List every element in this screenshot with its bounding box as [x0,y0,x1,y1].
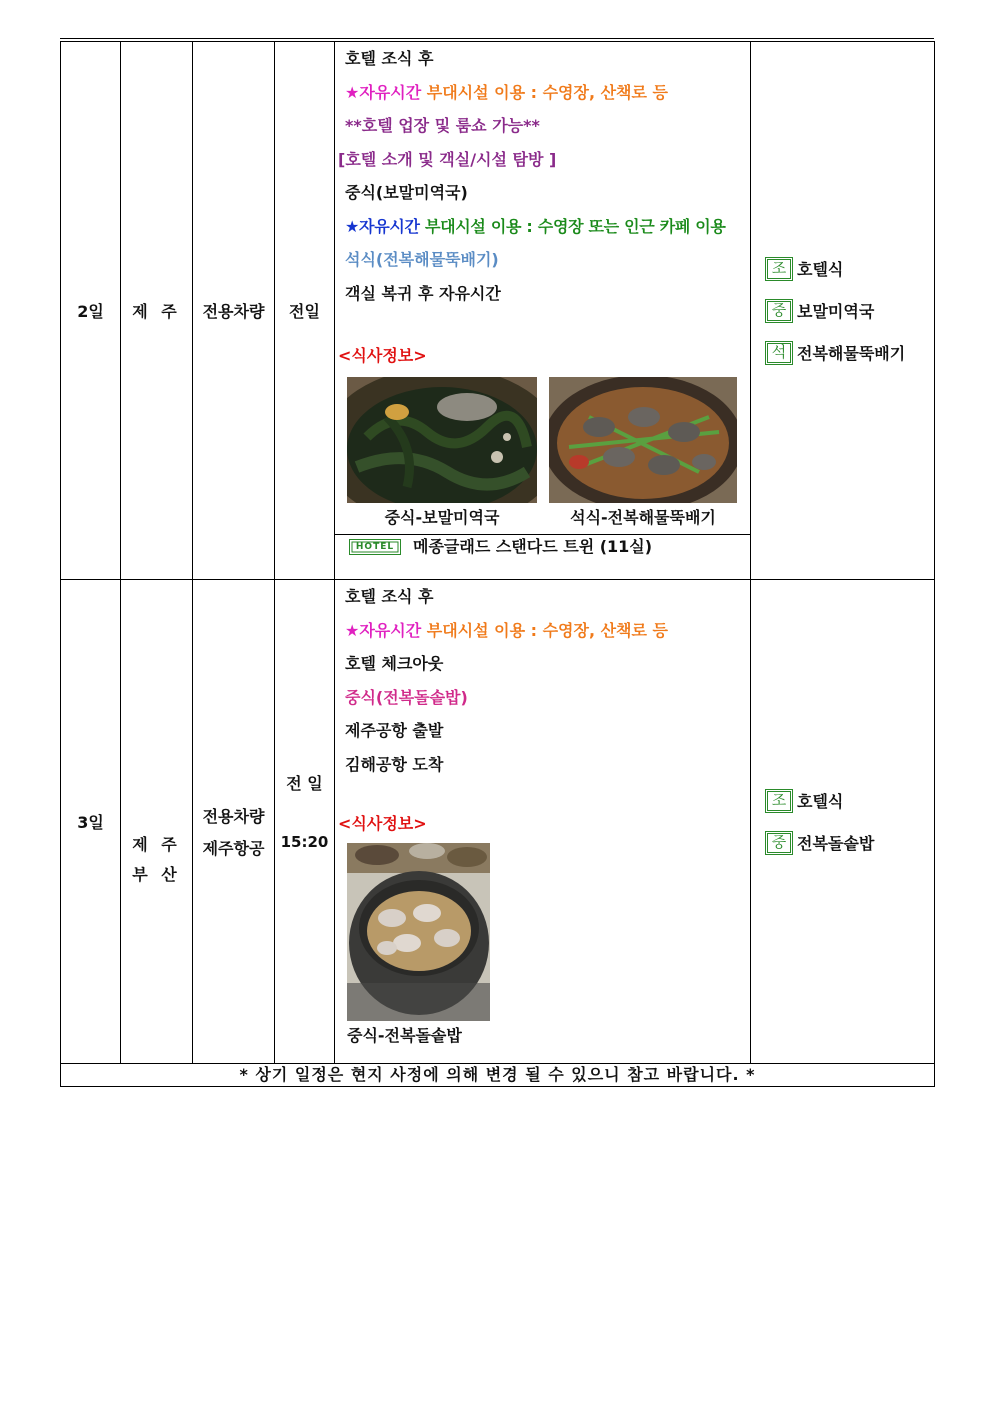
free-time-detail: 부대시설 이용 : 수영장, 산책로 등 [421,82,668,102]
schedule-line: 석식(전복해물뚝배기) [345,250,499,269]
top-rule [60,38,934,39]
lunch-icon: 중 [765,831,793,855]
schedule-line: 제주공항 출발 [345,721,444,740]
seaweed-soup-image [347,377,537,503]
dinner-icon: 석 [765,341,793,365]
day2-transport: 전용차량 [193,42,275,580]
day3-row [61,580,935,1064]
lunch-icon: 중 [765,299,793,323]
schedule-line: 호텔 조식 후 [345,587,434,606]
day2-place: 제 주 [121,42,193,580]
free-time-label: ★자유시간 [345,620,422,640]
schedule-line [335,614,750,648]
footnote-row [61,1064,935,1087]
day2-row [61,42,935,580]
breakfast-icon: 조 [765,789,793,813]
schedule-line: 김해공항 도착 [345,754,444,774]
photo-row [335,377,750,528]
day3-meals [751,580,935,1064]
schedule-line [335,210,750,244]
hotel-icon: HOTEL [349,539,401,555]
day3-time: 전 일 15:20 [275,580,335,1064]
itinerary-table [60,41,935,1087]
abalone-stew-image [549,377,737,503]
meal-lunch: 중 전복돌솥밥 [751,822,934,864]
schedule-line: 호텔 조식 후 [345,49,434,68]
photo-caption: 중식-보말미역국 [384,507,500,527]
day3-transport: 전용차량 제주항공 [193,580,275,1064]
schedule-line: [호텔 소개 및 객실/시설 탐방 ] [338,149,557,169]
spacer [335,310,750,339]
day2-day: 2일 [61,42,121,580]
schedule-line: **호텔 업장 및 룸쇼 가능** [345,116,540,135]
meal-info-heading: <식사정보> [338,814,427,833]
abalone-rice-image [347,843,490,1021]
free-time-label: ★자유시간 [345,82,422,102]
meal-breakfast: 조 호텔식 [751,248,934,290]
photo-abalone-rice [347,843,490,1046]
meal-breakfast: 조 호텔식 [751,780,934,822]
photo-seaweed-soup [347,377,537,528]
schedule-line: 중식(보말미역국) [345,183,468,202]
hotel-name: 메종글래드 스탠다드 트윈 (11실) [413,536,653,556]
day2-schedule [335,42,751,580]
breakfast-icon: 조 [765,257,793,281]
day2-meals [751,42,935,580]
day3-schedule [335,580,751,1064]
photo-caption: 중식-전복돌솥밥 [347,1025,462,1045]
meal-dinner: 석 전복해물뚝배기 [751,332,934,374]
free-time-detail: 부대시설 이용 : 수영장, 산책로 등 [421,620,668,640]
spacer [335,781,750,807]
schedule-line [335,76,750,110]
day3-place: 제 주 부 산 [121,580,193,1064]
free-time-label: ★자유시간 [345,216,420,236]
photo-caption: 석식-전복해물뚝배기 [570,507,716,527]
schedule-line: 중식(전복돌솥밥) [345,687,468,707]
hotel-info [335,534,750,559]
day2-time: 전일 [275,42,335,580]
photo-row [335,843,750,1046]
free-time-detail: 부대시설 이용 : 수영장 또는 인근 카페 이용 [419,216,726,236]
schedule-line: 호텔 체크아웃 [345,654,444,673]
day3-day: 3일 [61,580,121,1064]
photo-abalone-stew [549,377,737,528]
meal-info-heading: <식사정보> [338,346,427,365]
meal-lunch: 중 보말미역국 [751,290,934,332]
footnote: * 상기 일정은 현지 사정에 의해 변경 될 수 있으니 참고 바랍니다. * [61,1064,935,1087]
schedule-line: 객실 복귀 후 자유시간 [345,283,501,303]
